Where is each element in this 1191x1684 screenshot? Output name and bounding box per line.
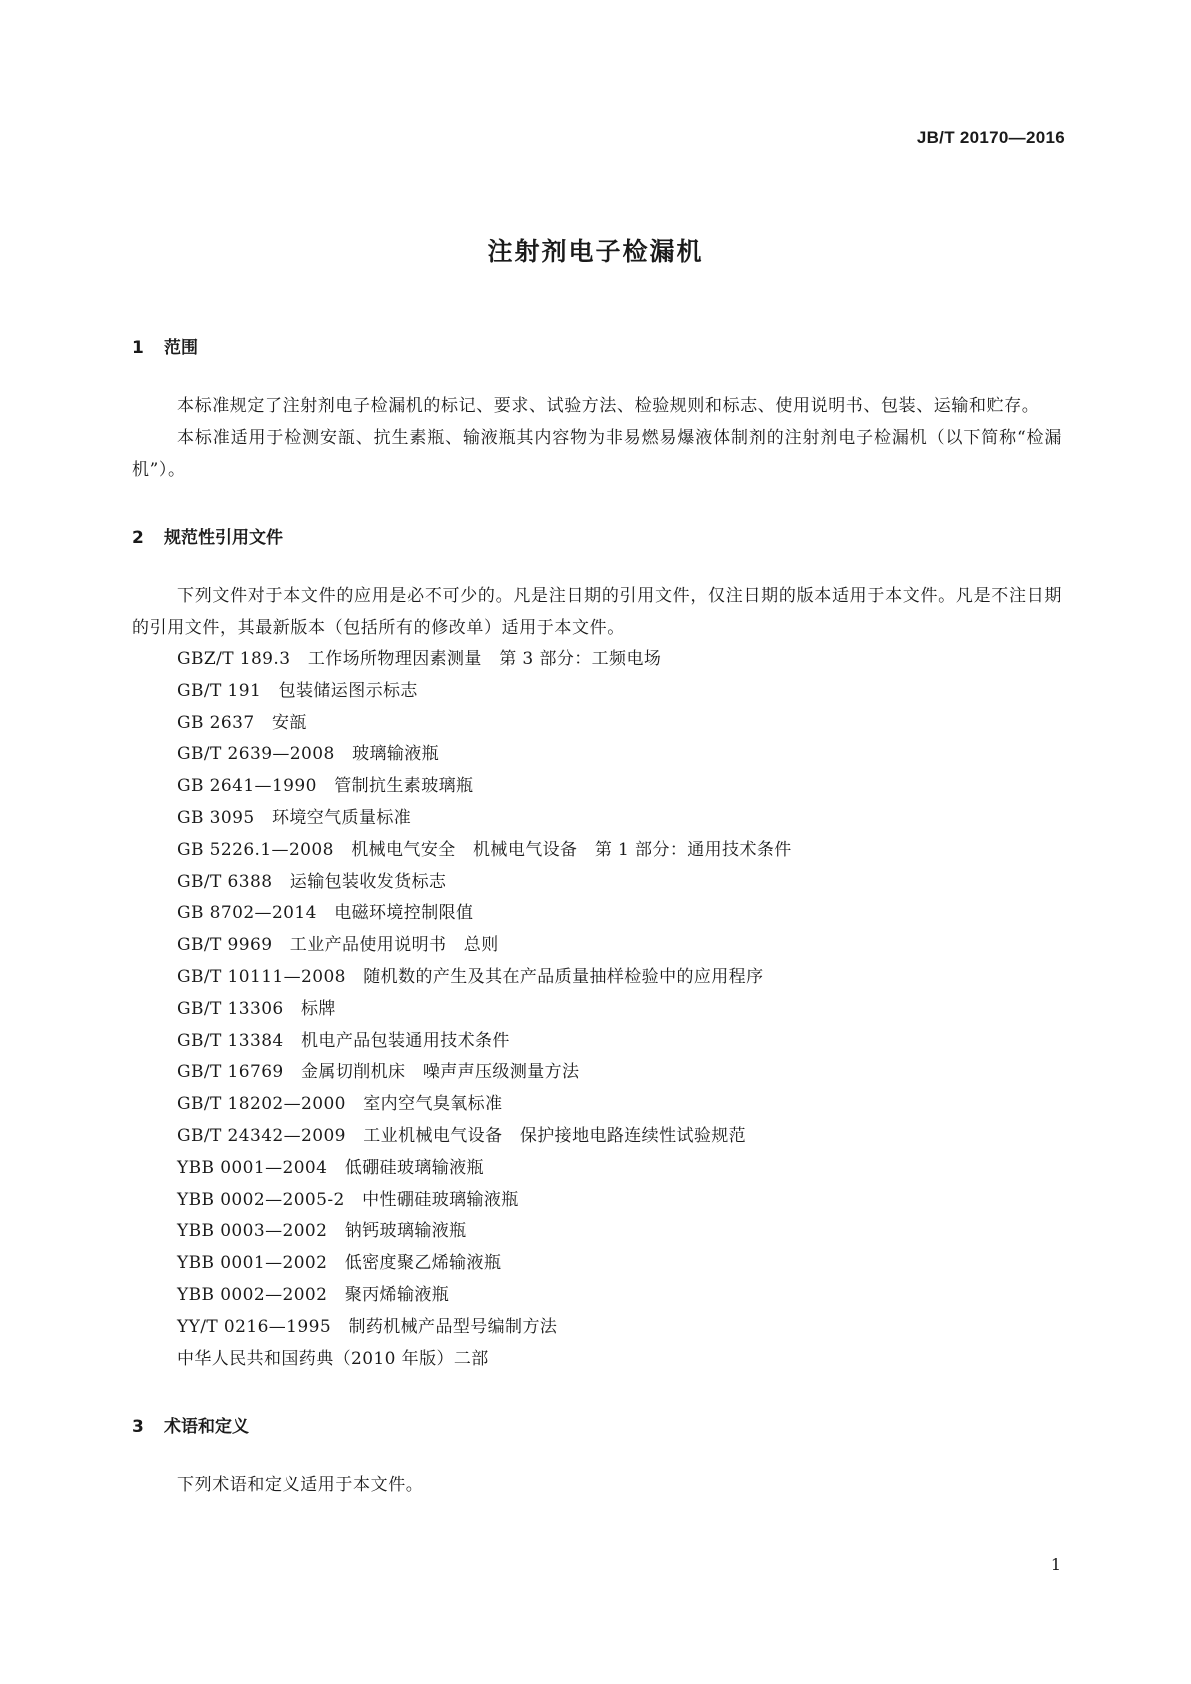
section-3-heading [132, 1415, 1062, 1439]
reference-item: GB 5226.1—2008 机械电气安全 机械电气设备 第 1 部分：通用技术条件 [177, 839, 792, 860]
reference-item: GB/T 24342—2009 工业机械电气设备 保护接地电路连续性试验规范 [177, 1125, 747, 1146]
reference-item: GB/T 2639—2008 玻璃输液瓶 [177, 744, 440, 765]
section-1-heading [132, 336, 1062, 360]
reference-item: YBB 0001—2002 低密度聚乙烯输液瓶 [177, 1253, 502, 1274]
page-number: 1 [1050, 1555, 1061, 1574]
reference-item: YBB 0003—2002 钠钙玻璃输液瓶 [177, 1221, 467, 1242]
standard-code: JB/T 20170—2016 [916, 128, 1065, 147]
reference-list [132, 644, 1062, 1375]
section-number: 1 [132, 338, 144, 358]
reference-item: GB/T 16769 金属切削机床 噪声声压级测量方法 [177, 1062, 580, 1083]
section-title: 规范性引用文件 [164, 528, 283, 548]
reference-item: GB/T 18202—2000 室内空气臭氧标准 [177, 1094, 503, 1115]
reference-item: YBB 0002—2005-2 中性硼硅玻璃输液瓶 [177, 1189, 519, 1210]
reference-item: GB/T 191 包装储运图示标志 [177, 680, 418, 701]
section-title: 范围 [164, 338, 198, 358]
reference-item: YBB 0001—2004 低硼硅玻璃输液瓶 [177, 1157, 484, 1178]
section-2-heading [132, 526, 1062, 550]
scope-paragraph-2: 本标准适用于检测安瓿、抗生素瓶、输液瓶其内容物为非易燃易爆液体制剂的注射剂电子检漏机（以下简称“检漏机”）。 [132, 428, 1062, 480]
section-number: 3 [132, 1417, 144, 1438]
reference-item: YBB 0002—2002 聚丙烯输液瓶 [177, 1284, 450, 1305]
section-title: 术语和定义 [164, 1417, 249, 1438]
reference-item: GB 2641—1990 管制抗生素玻璃瓶 [177, 776, 474, 797]
reference-item: 中华人民共和国药典（2010 年版）二部 [177, 1348, 489, 1369]
reference-item: GB/T 6388 运输包装收发货标志 [177, 871, 447, 892]
reference-item: YY/T 0216—1995 制药机械产品型号编制方法 [177, 1316, 558, 1337]
reference-item: GB/T 10111—2008 随机数的产生及其在产品质量抽样检验中的应用程序 [177, 966, 764, 987]
reference-item: GB 2637 安瓿 [177, 712, 307, 733]
document-title: 注射剂电子检漏机 [487, 237, 704, 266]
scope-paragraph-1: 本标准规定了注射剂电子检漏机的标记、要求、试验方法、检验规则和标志、使用说明书、包装、运输和贮存。 [177, 396, 1040, 416]
section-number: 2 [132, 528, 144, 548]
document-body [132, 336, 1062, 1501]
reference-item: GB/T 13306 标牌 [177, 998, 336, 1019]
reference-item: GB 3095 环境空气质量标准 [177, 807, 412, 828]
reference-item: GB/T 9969 工业产品使用说明书 总则 [177, 935, 499, 956]
reference-item: GB/T 13384 机电产品包装通用技术条件 [177, 1030, 510, 1051]
terms-intro: 下列术语和定义适用于本文件。 [177, 1475, 424, 1496]
reference-item: GBZ/T 189.3 工作场所物理因素测量 第 3 部分：工频电场 [177, 649, 662, 669]
references-intro: 下列文件对于本文件的应用是必不可少的。凡是注日期的引用文件，仅注日期的版本适用于本文件。凡是不注日期的引用文件，其最新版本（包括所有的修改单）适用于本文件。 [132, 586, 1062, 638]
reference-item: GB 8702—2014 电磁环境控制限值 [177, 903, 474, 924]
